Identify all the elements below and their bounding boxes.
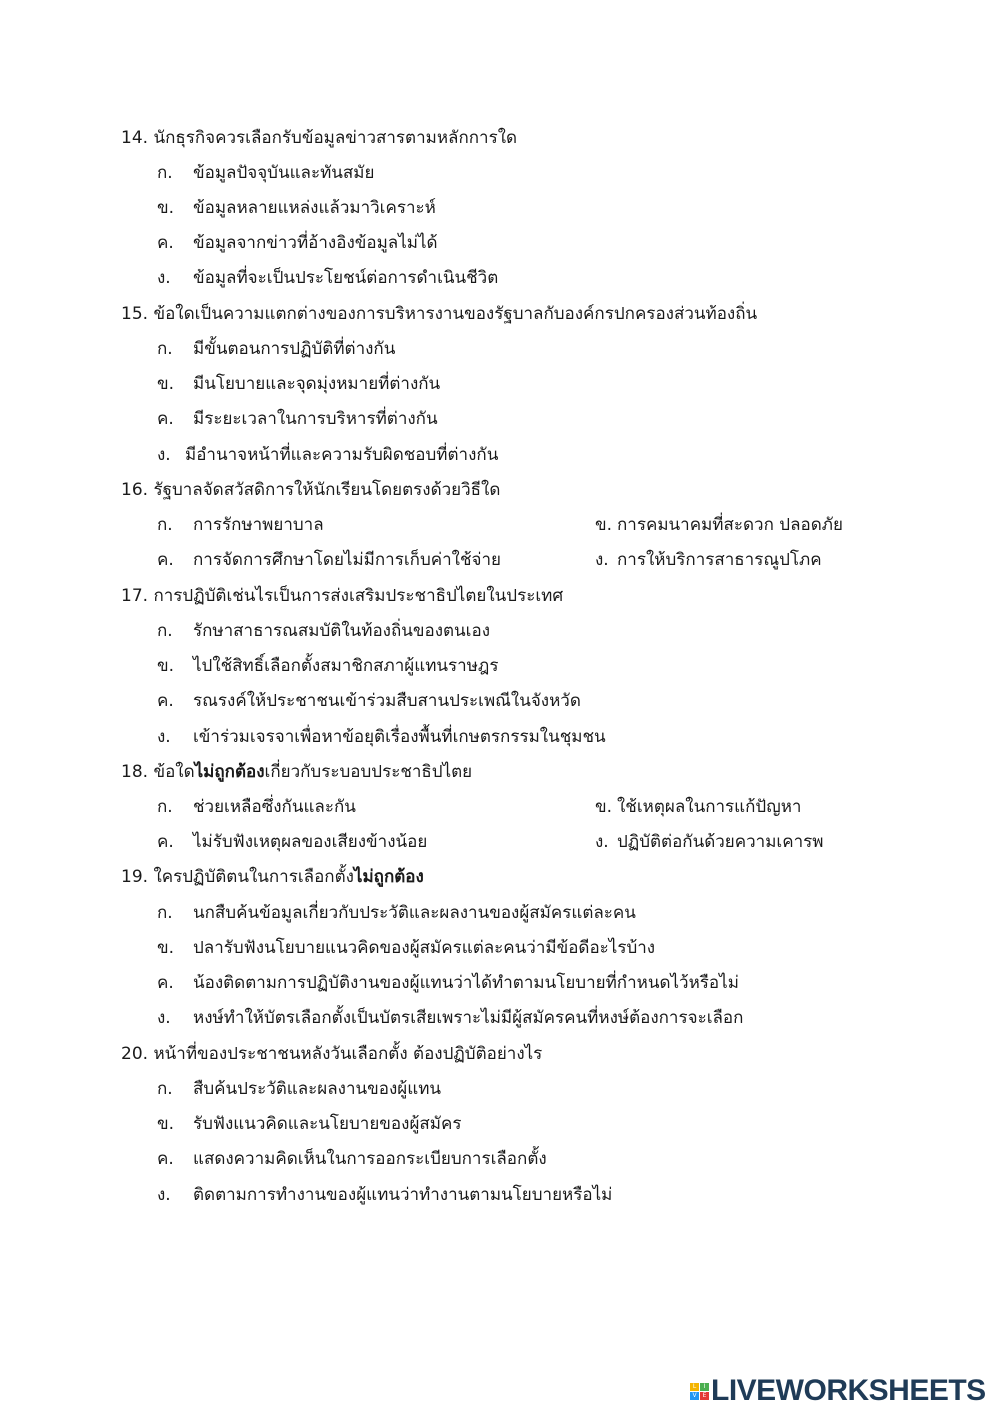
option-text: มีขั้นตอนการปฏิบัติที่ต่างกัน [193, 339, 396, 359]
q19-option-a [157, 901, 636, 925]
question-text: ข้อใดเป็นความแตกต่างของการบริหารงานของรัฐบาลกับองค์กรปกครองส่วนท้องถิ่น [153, 304, 758, 324]
option-letter: ค. [157, 832, 174, 852]
q14-option-a [157, 161, 374, 185]
option-letter: ค. [157, 1149, 174, 1169]
q20-option-c [157, 1147, 547, 1171]
q14-option-b [157, 196, 436, 220]
q14-option-d [157, 266, 498, 290]
question-15 [121, 302, 921, 326]
question-emphasis: ไม่ถูกต้อง [353, 867, 424, 887]
option-letter: ก. [157, 1079, 173, 1099]
q18-option-a [157, 795, 356, 819]
option-letter: ข. [157, 938, 175, 958]
option-text: ช่วยเหลือซึ่งกันและกัน [193, 797, 356, 817]
option-letter: ข. [157, 374, 175, 394]
question-number: 18. [121, 762, 149, 782]
option-text: สืบค้นประวัติและผลงานของผู้แทน [193, 1079, 442, 1099]
option-text: เข้าร่วมเจรจาเพื่อหาข้อยุติเรื่องพื้นที่เกษตรกรรมในชุมชน [193, 727, 606, 747]
option-text: ข้อมูลที่จะเป็นประโยชน์ต่อการดำเนินชีวิต [193, 268, 499, 288]
question-text: รัฐบาลจัดสวัสดิการให้นักเรียนโดยตรงด้วยวิธีใด [153, 480, 501, 500]
option-letter: ก. [157, 339, 173, 359]
question-emphasis: ไม่ถูกต้อง [194, 762, 265, 782]
logo-mark-tile: V [690, 1392, 699, 1400]
option-text: หงษ์ทำให้บัตรเลือกตั้งเป็นบัตรเสียเพราะไม่มีผู้สมัครคนที่หงษ์ต้องการจะเลือก [193, 1008, 744, 1028]
question-text: ข้อใด [153, 762, 195, 782]
q15-option-a [157, 337, 395, 361]
option-text: ปลารับฟังนโยบายแนวคิดของผู้สมัครแต่ละคนว่ามีข้อดีอะไรบ้าง [193, 938, 656, 958]
option-text: ข้อมูลปัจจุบันและทันสมัย [193, 163, 375, 183]
option-text: นกสืบค้นข้อมูลเกี่ยวกับประวัติและผลงานของผู้สมัครแต่ละคน [193, 903, 636, 923]
option-letter: ค. [157, 409, 174, 429]
option-letter: ข. [595, 515, 613, 535]
logo-text: LIVEWORKSHEETS [711, 1374, 986, 1407]
option-letter: ค. [157, 973, 174, 993]
option-text: ไม่รับฟังเหตุผลของเสียงข้างน้อย [193, 832, 428, 852]
question-text: หน้าที่ของประชาชนหลังวันเลือกตั้ง ต้องปฏิบัติอย่างไร [153, 1044, 543, 1064]
option-text: มีระยะเวลาในการบริหารที่ต่างกัน [193, 409, 438, 429]
option-text: การให้บริการสาธารณูปโภค [617, 550, 822, 570]
option-letter: ง. [595, 832, 609, 852]
question-16 [121, 478, 921, 502]
option-text: ใช้เหตุผลในการแก้ปัญหา [617, 797, 802, 817]
option-text: การรักษาพยาบาล [193, 515, 324, 535]
option-letter: ก. [157, 621, 173, 641]
question-17 [121, 584, 921, 608]
option-letter: ง. [157, 727, 171, 747]
q17-option-b [157, 654, 498, 678]
question-number: 15. [121, 304, 149, 324]
question-text: นักธุรกิจควรเลือกรับข้อมูลข่าวสารตามหลักการใด [153, 128, 518, 148]
q19-option-d [157, 1006, 743, 1030]
option-text: การจัดการศึกษาโดยไม่มีการเก็บค่าใช้จ่าย [193, 550, 501, 570]
option-text: รณรงค์ให้ประชาชนเข้าร่วมสืบสานประเพณีในจังหวัด [193, 691, 581, 711]
option-letter: ก. [157, 797, 173, 817]
option-text: การคมนาคมที่สะดวก ปลอดภัย [617, 515, 843, 535]
liveworksheets-logo [690, 1374, 986, 1408]
option-letter: ข. [595, 797, 613, 817]
q20-option-b [157, 1112, 462, 1136]
question-18 [121, 760, 921, 784]
option-text: แสดงความคิดเห็นในการออกระเบียบการเลือกตั้ง [193, 1149, 547, 1169]
question-text: ใครปฏิบัติตนในการเลือกตั้ง [153, 867, 354, 887]
question-number: 17. [121, 586, 149, 606]
option-letter: ก. [157, 163, 173, 183]
option-text: ข้อมูลหลายแหล่งแล้วมาวิเคราะห์ [193, 198, 436, 218]
option-text: รักษาสาธารณสมบัติในท้องถิ่นของตนเอง [193, 621, 491, 641]
question-text: การปฏิบัติเช่นไรเป็นการส่งเสริมประชาธิปไตยในประเทศ [153, 586, 564, 606]
q15-option-d [157, 443, 498, 467]
option-letter: ก. [157, 903, 173, 923]
q18-option-b [595, 795, 801, 819]
option-letter: ง. [157, 1185, 171, 1205]
q16-option-a [157, 513, 324, 537]
question-number: 19. [121, 867, 149, 887]
q18-option-c [157, 830, 427, 854]
question-text-end: เกี่ยวกับระบอบประชาธิปไตย [264, 762, 473, 782]
q19-option-c [157, 971, 739, 995]
q16-option-b [595, 513, 843, 537]
question-19 [121, 865, 921, 889]
q16-option-c [157, 548, 501, 572]
option-text: ข้อมูลจากข่าวที่อ้างอิงข้อมูลไม่ได้ [193, 233, 438, 253]
option-letter: ง. [157, 268, 171, 288]
option-letter: ค. [157, 233, 174, 253]
option-text: มีนโยบายและจุดมุ่งหมายที่ต่างกัน [193, 374, 441, 394]
liveworksheets-logo-icon [690, 1383, 709, 1400]
option-letter: ค. [157, 550, 174, 570]
q15-option-b [157, 372, 440, 396]
q20-option-d [157, 1183, 612, 1207]
option-letter: ข. [157, 198, 175, 218]
q17-option-d [157, 725, 606, 749]
option-text: ไปใช้สิทธิ์เลือกตั้งสมาชิกสภาผู้แทนราษฎร [193, 656, 499, 676]
q17-option-c [157, 689, 581, 713]
logo-mark-tile: I [700, 1383, 709, 1391]
logo-mark-tile: E [700, 1392, 709, 1400]
q19-option-b [157, 936, 655, 960]
question-20 [121, 1042, 921, 1066]
question-14 [121, 126, 921, 150]
option-letter: ง. [157, 445, 171, 465]
q17-option-a [157, 619, 490, 643]
q20-option-a [157, 1077, 441, 1101]
option-letter: ข. [157, 1114, 175, 1134]
option-letter: ก. [157, 515, 173, 535]
option-letter: ค. [157, 691, 174, 711]
q15-option-c [157, 407, 438, 431]
option-text: ปฏิบัติต่อกันด้วยความเคารพ [617, 832, 824, 852]
question-number: 14. [121, 128, 149, 148]
option-text: น้องติดตามการปฏิบัติงานของผู้แทนว่าได้ทำตามนโยบายที่กำหนดไว้หรือไม่ [193, 973, 739, 993]
option-text: มีอำนาจหน้าที่และความรับผิดชอบที่ต่างกัน [185, 445, 499, 465]
option-letter: ง. [595, 550, 609, 570]
q18-option-d [595, 830, 823, 854]
question-number: 16. [121, 480, 149, 500]
option-text: ติดตามการทำงานของผู้แทนว่าทำงานตามนโยบายหรือไม่ [193, 1185, 613, 1205]
logo-mark-tile: L [690, 1383, 699, 1391]
option-letter: ง. [157, 1008, 171, 1028]
q16-option-d [595, 548, 822, 572]
q14-option-c [157, 231, 438, 255]
question-number: 20. [121, 1044, 149, 1064]
option-letter: ข. [157, 656, 175, 676]
option-text: รับฟังแนวคิดและนโยบายของผู้สมัคร [193, 1114, 462, 1134]
